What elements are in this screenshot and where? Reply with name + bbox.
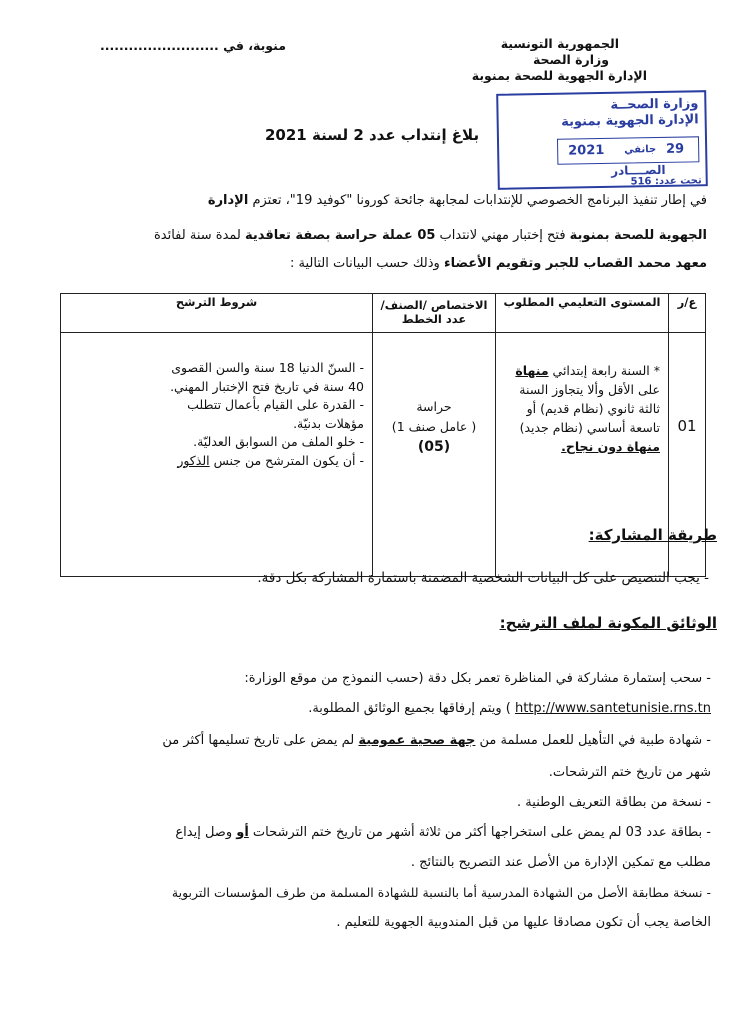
stamp-date-month: جانفي [624, 144, 657, 156]
doc-item-4-line-2: مطلب مع تمكين الإدارة من الأصل عند التصريح بالنتائج . [410, 855, 711, 870]
header-num: ع/ر [669, 294, 706, 333]
participation-text: - يجب التنصيص على كل البيانات الشخصية المضمنة باستمارة المشاركة بكل دقة. [257, 570, 709, 586]
participation-heading: طريقة المشاركة: [588, 526, 717, 544]
intro-text-2c: 05 عملة حراسة بصفة تعاقدية [245, 228, 436, 243]
stamp-date-year: 2021 [568, 142, 605, 159]
doc-item-4-text-a: - بطاقة عدد 03 لم يمض على استخراجها أكثر من ثلاثة أشهر من تاريخ ختم الترشحات [248, 825, 711, 840]
cond-line-4: مؤهلات بدنيّة. [293, 415, 364, 431]
doc-item-4-text-c: وصل إيداع [175, 825, 237, 840]
doc-item-4-text-b: أو [236, 825, 249, 840]
intro-text-3b: وذلك حسب البيانات التالية : [290, 256, 444, 271]
stamp-number-value: 516 [630, 176, 652, 188]
level-line-5: منهاة دون نجاح. [561, 439, 660, 454]
regional-label: الإدارة الجهوية للصحة بمنوبة [471, 68, 647, 83]
place-date: منوبة، في ......................... [100, 38, 286, 53]
level-line-4: تاسعة أساسي (نظام جديد) [519, 420, 660, 435]
cond-text-6a: - أن يكون المترشح من جنس [209, 452, 364, 468]
stamp-ministry: وزارة الصحــة [610, 96, 699, 113]
ministry-website-link[interactable]: http://www.santetunisie.rns.tn [514, 701, 711, 716]
ministry-label: وزارة الصحة [532, 52, 609, 67]
intro-line-2 [17, 225, 707, 246]
cell-spec [373, 333, 496, 577]
doc-item-2-text-c: لم يمض على تاريخ تسليمها أكثر من [162, 733, 359, 748]
doc-item-1-text-b: ) ويتم إرفاقها بجميع الوثائق المطلوبة. [308, 701, 515, 716]
header-level: المستوى التعليمي المطلوب [496, 294, 669, 333]
intro-line-1 [17, 190, 707, 211]
republic-label: الجمهورية التونسية [500, 36, 619, 51]
level-line-3: ثالثة ثانوي (نظام قديم) أو [526, 401, 660, 416]
cond-line-1: - السنّ الدنيا 18 سنة والسن القصوى [171, 360, 364, 375]
intro-text-3a: معهد محمد القصاب للجبر وتقويم الأعضاء [443, 256, 707, 271]
doc-item-5-line-1: - نسخة مطابقة الأصل من الشهادة المدرسية أما بالنسبة للشهادة المسلمة من طرف المؤسسات التربوية [171, 885, 711, 900]
doc-item-4-line-1 [21, 822, 711, 844]
official-stamp [496, 90, 708, 190]
header-conditions: شروط الترشح [61, 294, 373, 333]
intro-text-2b: فتح إختبار مهني لانتداب [435, 228, 570, 243]
doc-item-2-line-2: شهر من تاريخ ختم الترشحات. [548, 765, 711, 780]
stamp-number: تحت عدد: 516 [630, 175, 702, 188]
stamp-outgoing: الصــــادر [610, 162, 666, 178]
stamp-regional: الإدارة الجهوية بمنوبة [561, 112, 699, 130]
cond-line-2: 40 سنة في تاريخ فتح الإختبار المهني. [170, 378, 364, 394]
intro-line-3 [17, 253, 707, 274]
cell-conditions [61, 333, 373, 577]
intro-text-1b: الإدارة [207, 193, 249, 208]
intro-text-1a: في إطار تنفيذ البرنامج الخصوصي للإنتدابات لمجابهة جائحة كورونا "كوفيد 19"، تعتزم [248, 193, 707, 208]
stamp-number-label: تحت عدد [658, 175, 702, 188]
spec-line-2: ( عامل صنف 1) [391, 419, 477, 434]
cell-num: 01 [669, 333, 706, 577]
cond-text-6b: الذكور [177, 452, 210, 468]
cond-line-6 [69, 452, 364, 471]
doc-item-1-line-2 [21, 698, 711, 720]
doc-item-2-line-1 [21, 730, 711, 752]
cond-line-3: - القدرة على القيام بأعمال تتطلب [187, 397, 364, 412]
stamp-date-box [557, 136, 699, 164]
doc-item-2-text-b: جهة صحية عمومية [358, 733, 476, 748]
doc-item-1-line-1: - سحب إستمارة مشاركة في المناظرة تعمر بكل دقة (حسب النموذج من موقع الوزارة: [244, 671, 711, 686]
documents-heading: الوثائق المكونة لملف الترشح: [499, 614, 717, 632]
doc-item-2-text-a: - شهادة طبية في التأهيل للعمل مسلمة من [475, 733, 711, 748]
doc-item-5-line-2: الخاصة يجب أن تكون مصادقا عليها من قبل المندوبية الجهوية للتعليم . [336, 915, 711, 930]
intro-text-2d: لمدة سنة لفائدة [153, 228, 246, 243]
intro-text-2a: الجهوية للصحة بمنوبة [569, 228, 707, 243]
stamp-date-day: 29 [665, 141, 685, 157]
spec-line-3: (05) [417, 439, 451, 455]
level-line-1 [502, 361, 660, 380]
cond-line-5: - خلو الملف من السوابق العدليّة. [193, 434, 364, 449]
doc-item-3: - نسخة من بطاقة التعريف الوطنية . [517, 795, 711, 810]
level-text-1: * السنة رابعة إبتدائي [548, 363, 660, 378]
table-header-row [61, 294, 706, 333]
header-spec: الاختصاص /الصنف/ عدد الخطط [373, 294, 496, 333]
level-line-2: على الأقل وألا يتجاوز السنة [519, 382, 660, 397]
page-title: بلاغ إنتداب عدد 2 لسنة 2021 [265, 126, 480, 144]
spec-line-1: حراسة [416, 399, 452, 414]
level-text-1b: منهاة [515, 363, 549, 378]
